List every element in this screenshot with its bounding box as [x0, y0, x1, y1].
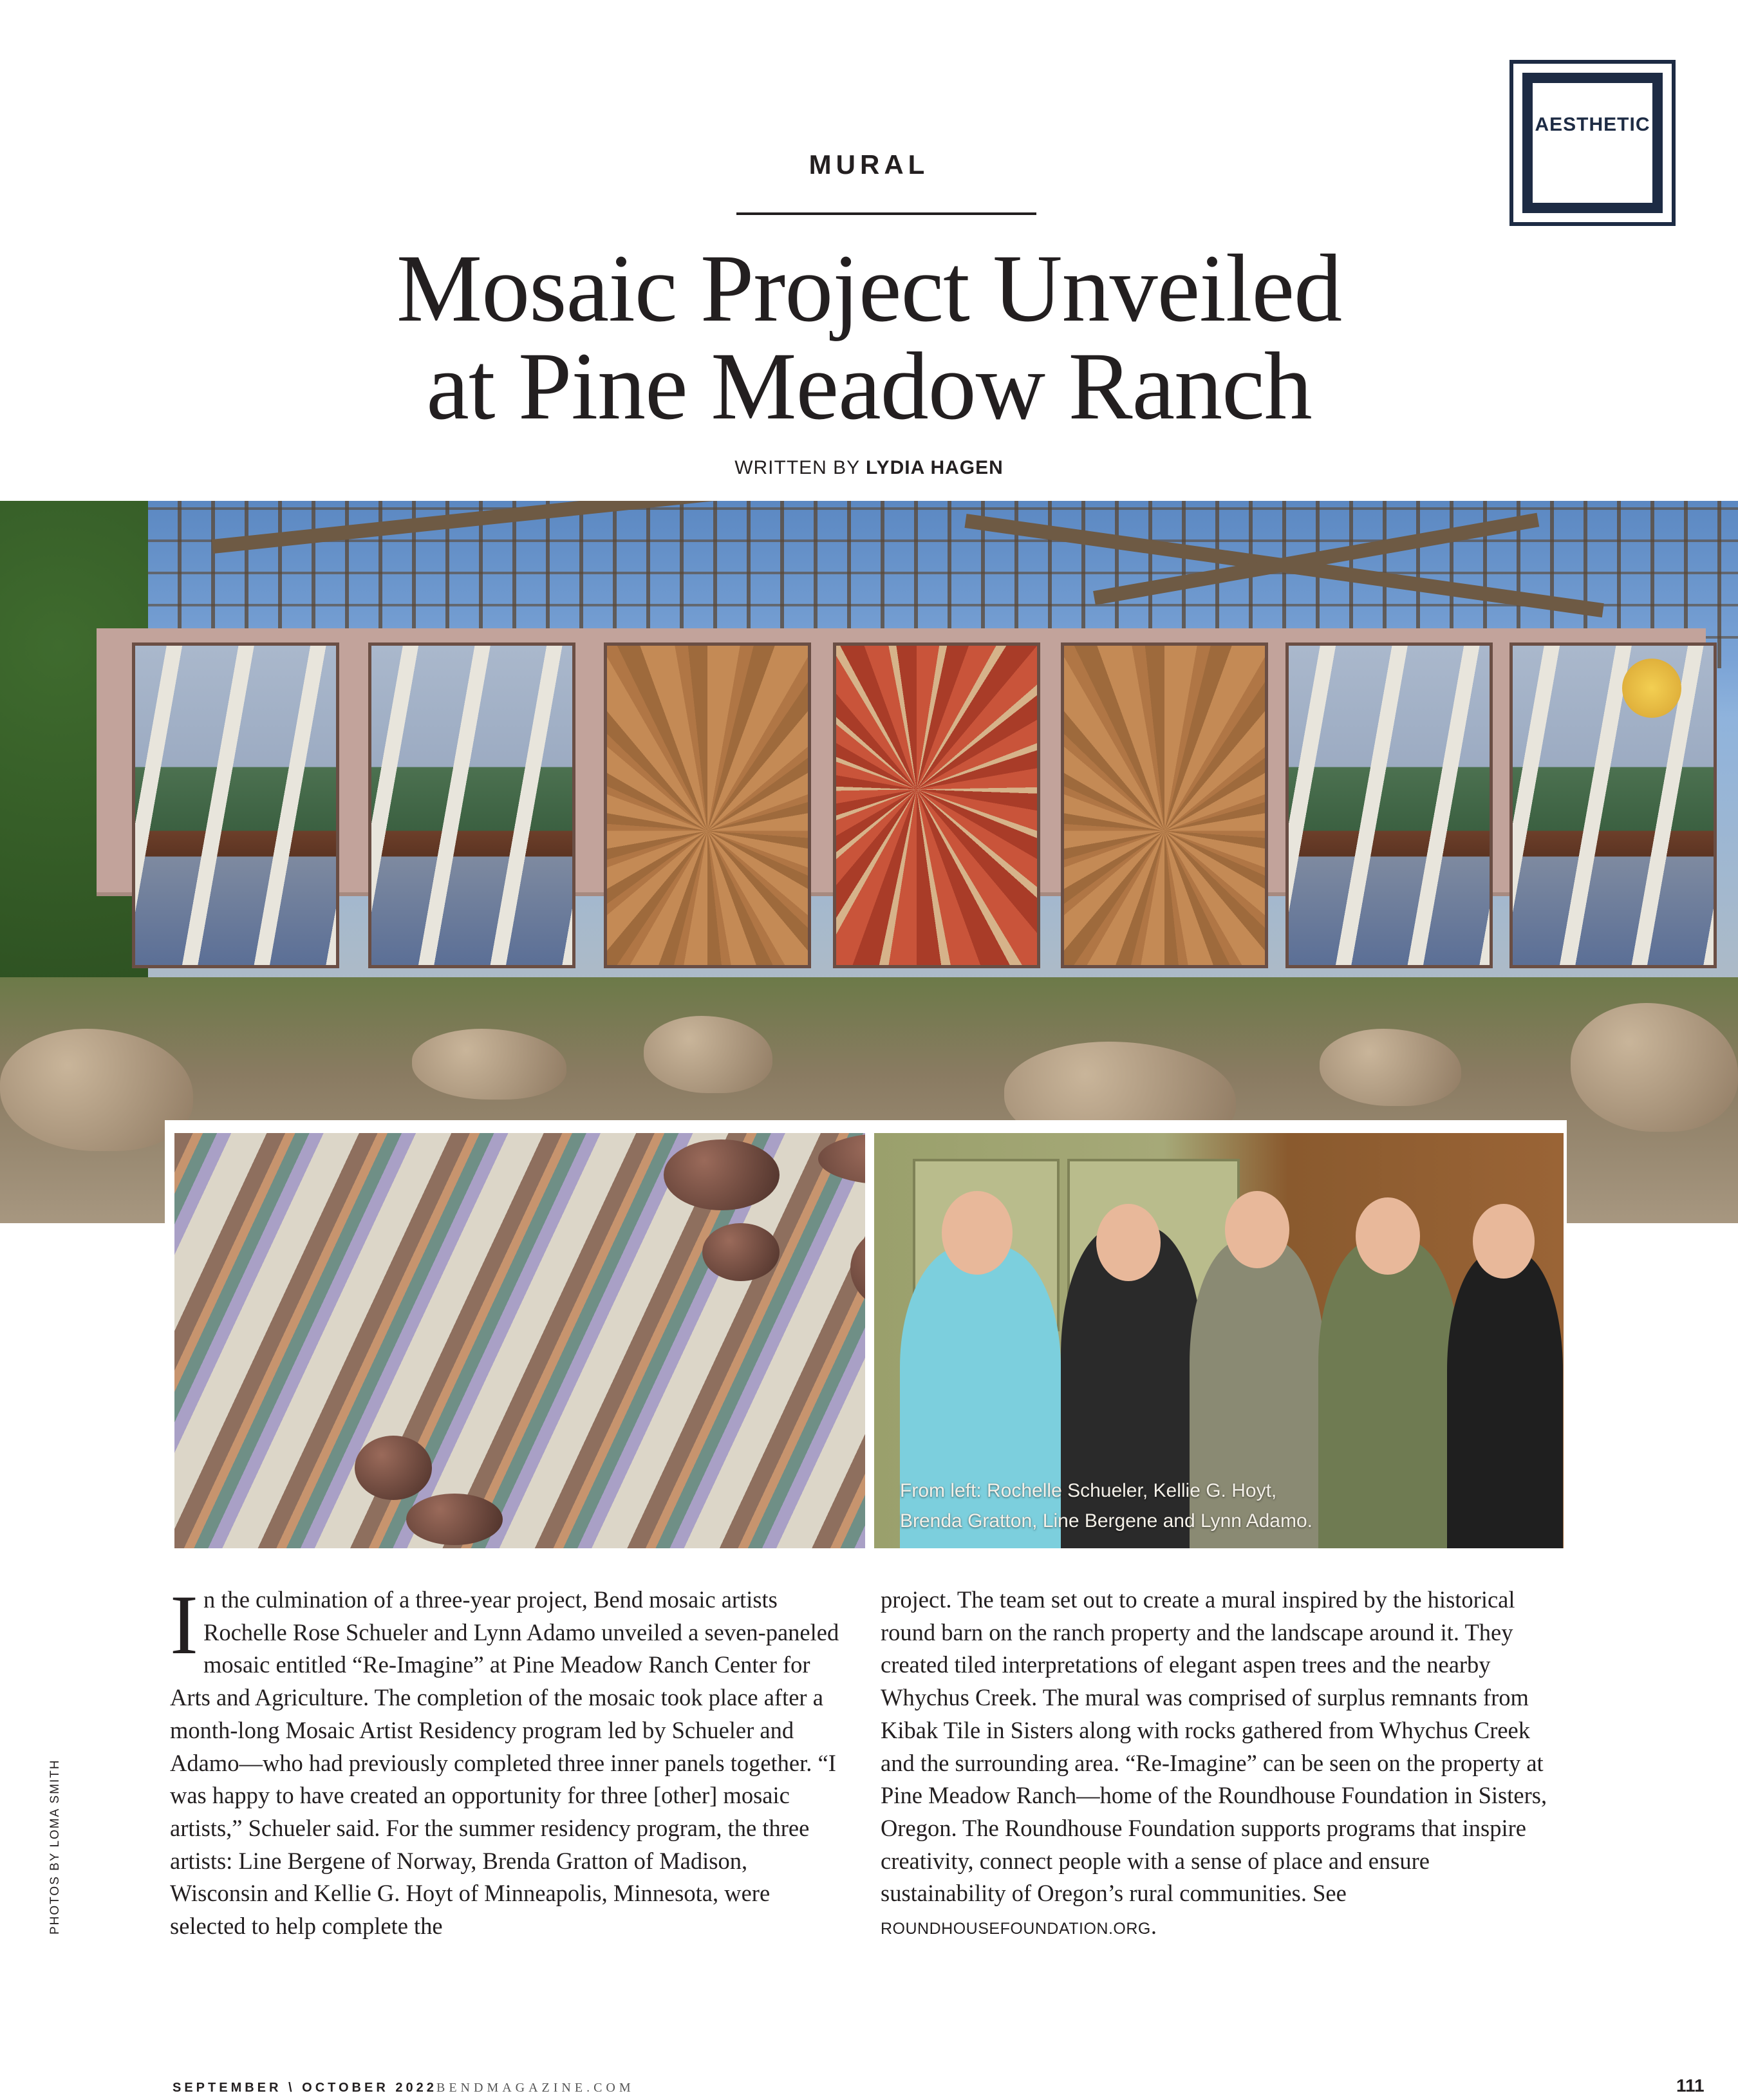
person-head [1225, 1191, 1289, 1268]
body-text-right: project. The team set out to create a mural inspired by the historical round barn on the ranch property and the landscape around it. They created tiled interpretations of elegant aspen trees and the nearby Whychus Creek. The mural was comprised of surplus remnants from Kibak Tile in Sisters along with rocks gathered from Whychus Creek and the surrounding area. “Re-Imagine” can be seen on the property at Pine Meadow Ranch—home of the Roundhouse Foundation in Sisters, Oregon. The Roundhouse Foundation supports programs that inspire creativity, connect people with a sense of place and ensure sustainability of Oregon’s rural communities. See [881, 1586, 1547, 1907]
byline-prefix: WRITTEN BY [734, 457, 860, 478]
person-head [942, 1191, 1013, 1275]
pebble [702, 1223, 780, 1281]
photo-credit: PHOTOS BY LOMA SMITH [48, 1759, 62, 1935]
pebble [664, 1139, 780, 1210]
person-head [1473, 1204, 1535, 1279]
end-punctuation: . [1150, 1913, 1157, 1940]
kicker-rule [736, 212, 1036, 215]
body-column-right [881, 1584, 1556, 1945]
pebble [406, 1494, 503, 1545]
mosaic-panel-6 [1285, 642, 1493, 968]
mosaic-panel-5 [1061, 642, 1268, 968]
page-number: 111 [1676, 2076, 1705, 2095]
body-column-left [170, 1577, 846, 1943]
website-link[interactable]: ROUNDHOUSEFOUNDATION.ORG [881, 1920, 1151, 1938]
section-badge-frame [1522, 73, 1663, 213]
person [1447, 1252, 1563, 1548]
mosaic-panel-3 [604, 642, 811, 968]
section-badge [1509, 60, 1676, 226]
person-head [1356, 1197, 1420, 1275]
mosaic-panel-1 [132, 642, 339, 968]
mosaic-panel-4 [833, 642, 1040, 968]
article-headline [0, 235, 1738, 440]
body-text-left: n the culmination of a three-year project, Bend mosaic artists Rochelle Rose Schueler and Lynn Adamo unveiled a seven-paneled mosaic entitled “Re-Imagine” at Pine Meadow Ranch Center for Arts and Agriculture. The completion of the mosaic took place after a month-long Mosaic Artist Residency program led by Schueler and Adamo—who had previously completed three inner panels together. “I was happy to have created an opportunity for three [other] mosaic artists,” Schueler said. For the summer residency program, the three artists: Line Bergene of Norway, Brenda Gratton of Madison, Wisconsin and Kellie G. Hoyt of Minneapolis, Minnesota, were selected to help complete the [170, 1586, 839, 1940]
mosaic-panel-7 [1509, 642, 1717, 968]
headline-line-2: at Pine Meadow Ranch [426, 333, 1312, 440]
mosaic-panel-2 [368, 642, 575, 968]
footer-website: BENDMAGAZINE.COM [436, 2081, 635, 2095]
mosaic-tiles-closeup-photo [174, 1133, 865, 1548]
caption-line-1: From left: Rochelle Schueler, Kellie G. Hoyt, [900, 1480, 1277, 1501]
pebble [850, 1223, 865, 1313]
mosaic-mural-photo [0, 501, 1738, 1223]
byline [0, 457, 1738, 479]
headline-line-1: Mosaic Project Unveiled [396, 235, 1342, 342]
sun-mosaic-icon [1622, 659, 1681, 718]
person-head [1096, 1204, 1161, 1281]
section-kicker: MURAL [808, 149, 930, 180]
pebble [355, 1436, 432, 1500]
drop-cap: I [170, 1577, 198, 1672]
section-badge-label: AESTHETIC [1535, 114, 1650, 135]
caption-line-2: Brenda Gratton, Line Bergene and Lynn Adamo. [900, 1510, 1313, 1532]
pebble [818, 1133, 865, 1185]
photo-caption [900, 1476, 1363, 1536]
byline-author: LYDIA HAGEN [865, 457, 1004, 478]
footer-issue-date: SEPTEMBER \ OCTOBER 2022 [173, 2081, 437, 2095]
